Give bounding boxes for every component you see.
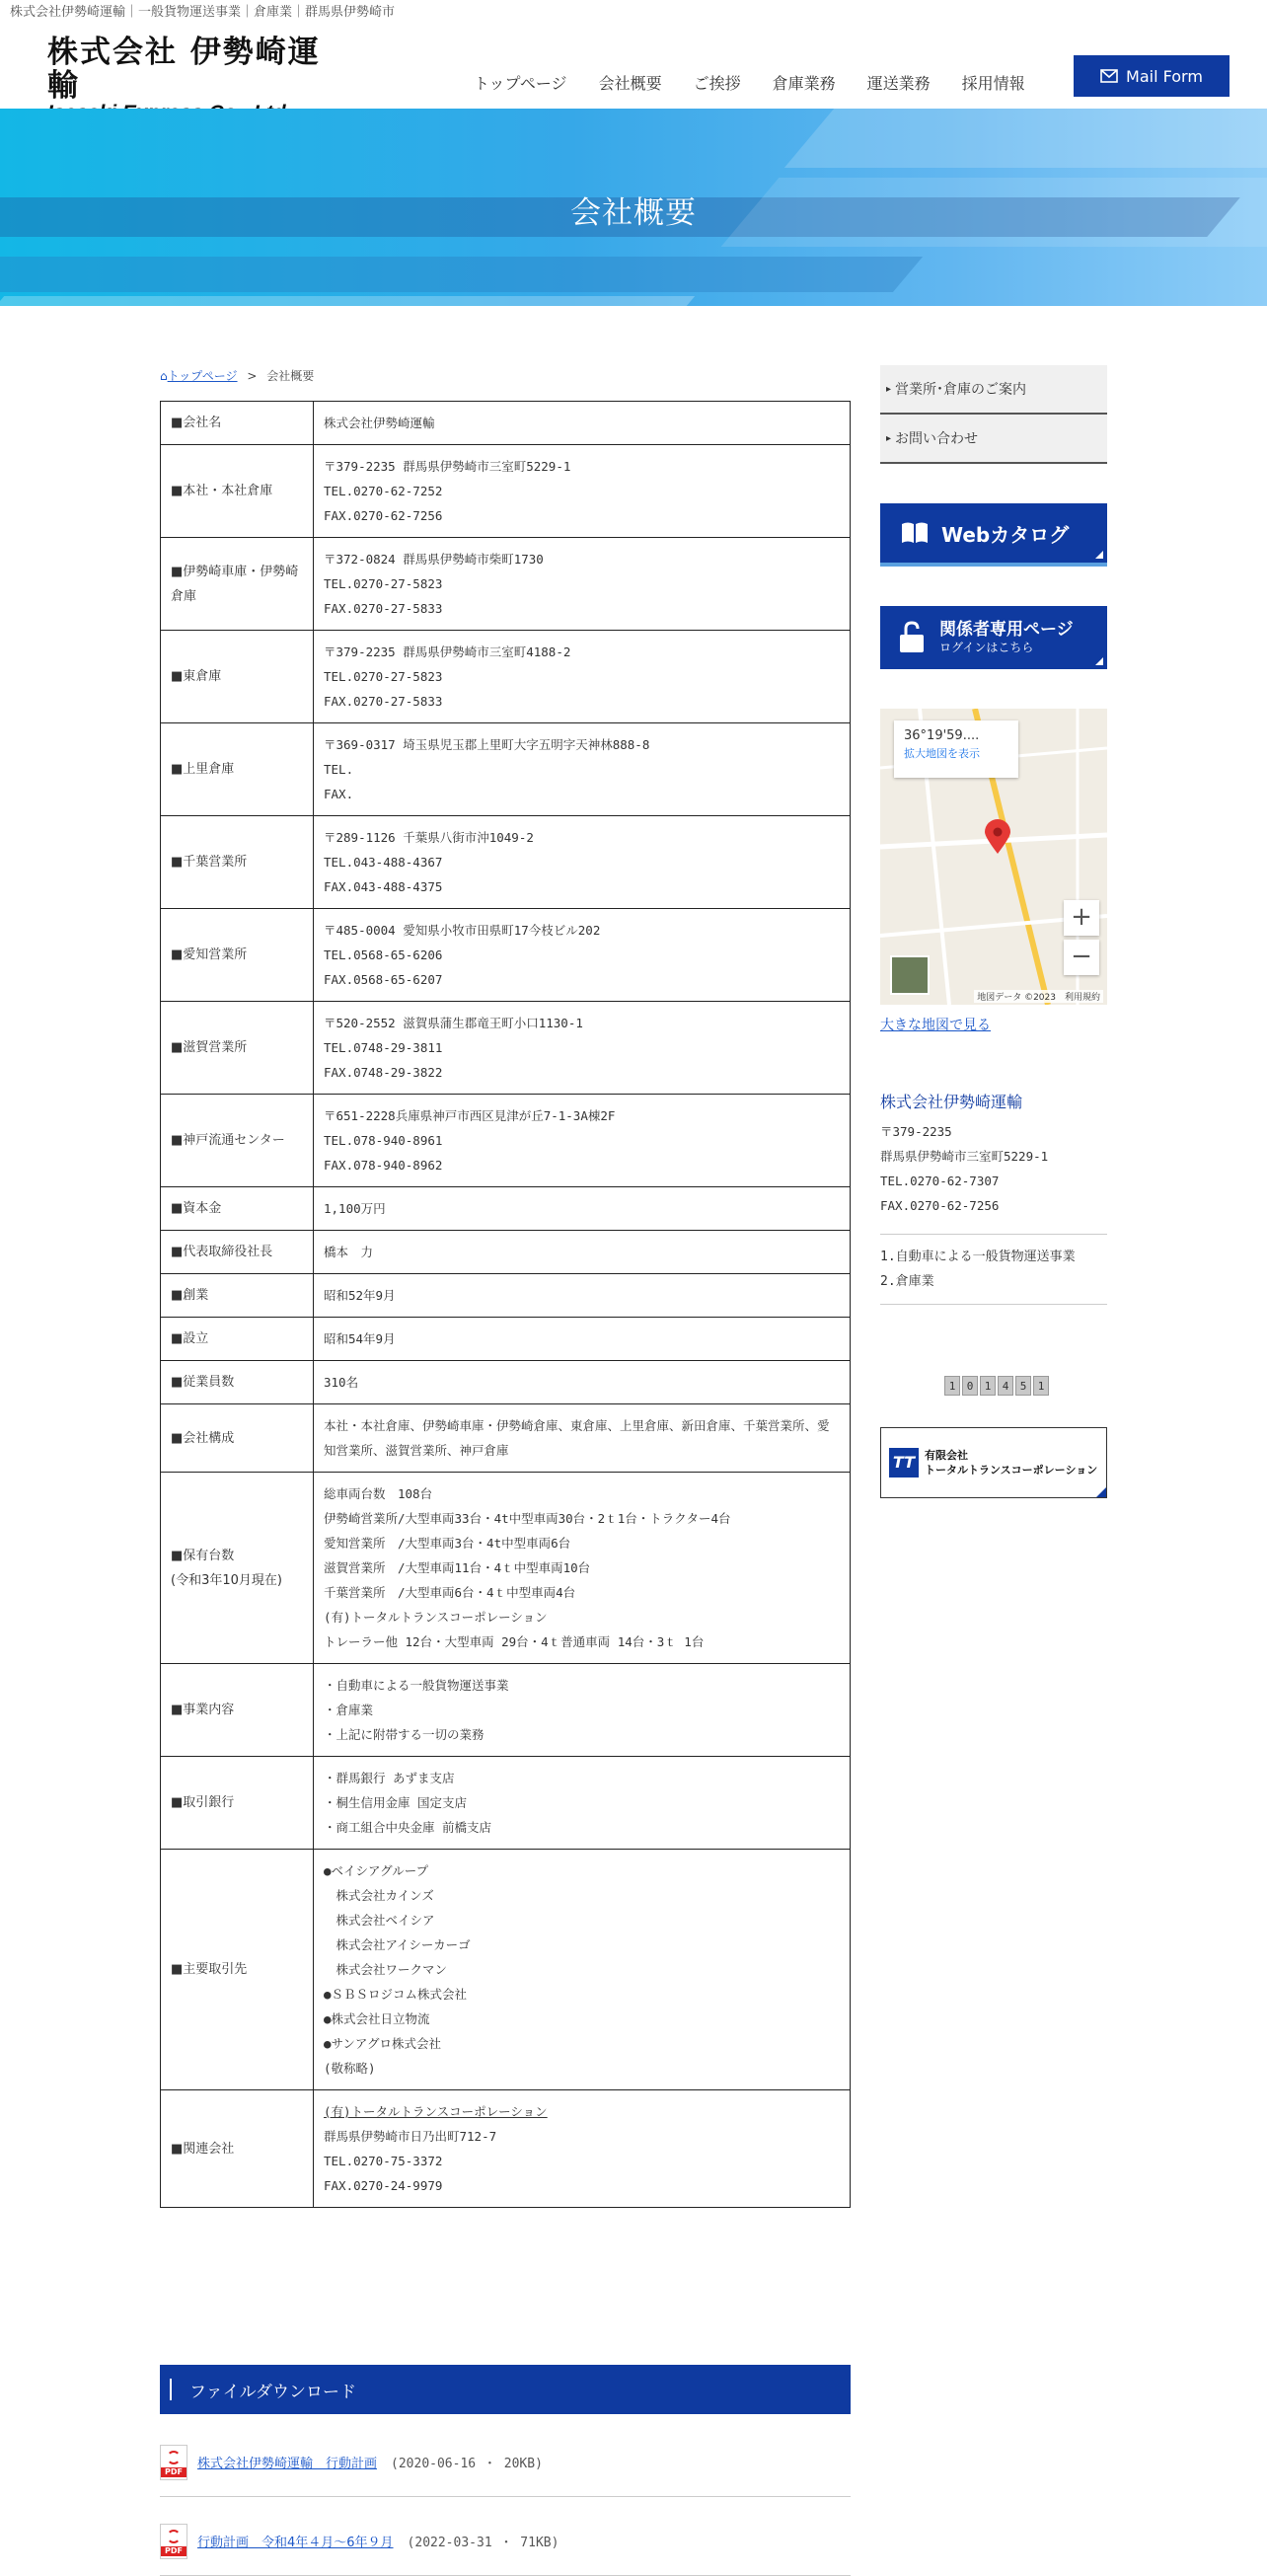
breadcrumb (160, 367, 314, 384)
row-value-line: 310名 (324, 1375, 359, 1390)
row-label (161, 1664, 314, 1757)
nav-item-2[interactable]: ご挨拶 (693, 74, 741, 93)
row-label (161, 723, 314, 816)
row-label (161, 538, 314, 631)
row-value-line: 株式会社伊勢崎運輸 (324, 416, 435, 430)
row-value-line: 愛知営業所 /大型車両3台・4t中型車両6台 (324, 1536, 571, 1551)
triangle-right-icon: ▸ (886, 432, 892, 444)
row-value-line: 滋賀営業所 /大型車両11台・4ｔ中型車両10台 (324, 1560, 591, 1575)
row-label-line: ■資本金 (171, 1201, 222, 1216)
table-row (161, 1231, 851, 1274)
business-list (880, 1234, 1107, 1305)
row-value-line: (有)トータルトランスコーポレーション (324, 1610, 548, 1625)
row-value-line: TEL.0568-65-6206 (324, 947, 443, 962)
sidebar-item-contact[interactable] (880, 415, 1107, 464)
map-expand-link[interactable]: 拡大地図を表示 (904, 747, 980, 760)
row-value (314, 1318, 851, 1361)
access-counter (944, 1376, 1049, 1396)
row-value-line: FAX.043-488-4375 (324, 879, 443, 894)
corner-mark (1095, 551, 1103, 559)
book-icon (900, 521, 930, 545)
satellite-thumbnail[interactable] (890, 955, 930, 995)
row-label-line: ■東倉庫 (171, 669, 222, 684)
row-label-line: ■設立 (171, 1331, 209, 1346)
row-value (314, 538, 851, 631)
google-map[interactable] (880, 709, 1107, 1005)
related-title: 関係者専用ページ (939, 620, 1074, 640)
phone-line: TEL.0270-62-7307 (880, 1174, 1000, 1188)
row-value (314, 1274, 851, 1318)
sidebar-company-address (880, 1119, 1048, 1218)
row-label-line: ■愛知営業所 (171, 947, 248, 962)
mail-form-label: Mail Form (1126, 66, 1203, 86)
row-value-line: ・桐生信用金庫 国定支店 (324, 1795, 468, 1810)
download-item (160, 2428, 851, 2497)
row-value-line: 〒379-2235 群馬県伊勢崎市三室町4188-2 (324, 644, 571, 659)
row-label (161, 1187, 314, 1231)
row-value-line: ・上記に附帯する一切の業務 (324, 1727, 484, 1742)
row-value (314, 1664, 851, 1757)
row-label (161, 816, 314, 909)
large-map-link[interactable]: 大きな地図で見る (880, 1018, 991, 1033)
row-value (314, 816, 851, 909)
row-value-line: (敬称略) (324, 2061, 376, 2076)
business-item: 2.倉庫業 (880, 1274, 934, 1289)
site-tagline: 株式会社伊勢崎運輸｜一般貨物運送事業｜倉庫業｜群馬県伊勢崎市 (10, 5, 396, 20)
row-label-line: ■創業 (171, 1288, 209, 1303)
row-value (314, 402, 851, 445)
row-value-line: 〒372-0824 群馬県伊勢崎市柴町1730 (324, 552, 544, 567)
row-value (314, 1002, 851, 1095)
map-pin-icon (985, 819, 1010, 855)
address-line: 〒379-2235 (880, 1124, 952, 1139)
map-coordinates: 36°19'59.... (904, 728, 980, 743)
table-row (161, 1361, 851, 1404)
row-value-line: ●サンアグロ株式会社 (324, 2036, 442, 2051)
breadcrumb-separator: > (247, 369, 258, 383)
map-info-card (894, 720, 1018, 778)
main-nav (474, 71, 1057, 94)
row-value-line: TEL.0270-62-7252 (324, 484, 443, 498)
row-value-line: FAX.0270-27-5833 (324, 601, 443, 616)
counter-digit: 4 (998, 1376, 1013, 1396)
row-value-line: 群馬県伊勢崎市日乃出町712-7 (324, 2129, 497, 2144)
banner-line: トータルトランスコーポレーション (925, 1464, 1098, 1477)
row-value (314, 1187, 851, 1231)
triangle-right-icon: ▸ (886, 383, 892, 395)
row-value-line: 〒369-0317 埼玉県児玉郡上里町大字五明字天神林888-8 (324, 737, 650, 752)
download-link[interactable]: 行動計画 令和4年４月～6年９月 (197, 2536, 394, 2550)
row-label-line: ■関連会社 (171, 2141, 235, 2157)
fax-line: FAX.0270-62-7256 (880, 1198, 1000, 1213)
row-value (314, 1404, 851, 1473)
row-value-line: 〒289-1126 千葉県八街市沖1049-2 (324, 830, 534, 845)
breadcrumb-home-link[interactable]: トップページ (167, 369, 238, 383)
total-trans-banner[interactable] (880, 1427, 1107, 1498)
counter-digit: 5 (1015, 1376, 1031, 1396)
row-value (314, 1231, 851, 1274)
table-row (161, 1473, 851, 1664)
row-value-line: 株式会社ワークマン (324, 1962, 448, 1977)
row-label-line: ■伊勢崎車庫・伊勢崎倉庫 (171, 564, 299, 604)
row-value-line: 昭和54年9月 (324, 1331, 396, 1346)
row-value (314, 1757, 851, 1850)
row-label-line: ■主要取引先 (171, 1962, 248, 1977)
row-label-line: ■上里倉庫 (171, 762, 235, 777)
address-line: 群馬県伊勢崎市三室町5229-1 (880, 1149, 1049, 1164)
counter-digit: 1 (944, 1376, 960, 1396)
related-subtitle: ログインはこちら (939, 641, 1034, 654)
table-row (161, 2090, 851, 2208)
row-value-line: 昭和52年9月 (324, 1288, 396, 1303)
row-label (161, 1274, 314, 1318)
sidebar-item-label: お問い合わせ (895, 431, 979, 447)
row-value-line: ・自動車による一般貨物運送事業 (324, 1678, 509, 1693)
corner-mark (1095, 657, 1103, 665)
row-value-line: FAX.0270-27-5833 (324, 694, 443, 709)
web-catalog-button[interactable] (880, 503, 1107, 567)
table-row (161, 445, 851, 538)
table-row (161, 1404, 851, 1473)
row-label-line: ■取引銀行 (171, 1795, 235, 1810)
row-label-line: (令和3年10月現在) (171, 1572, 282, 1588)
table-row (161, 1002, 851, 1095)
envelope-icon (1100, 69, 1118, 83)
row-value-line: 〒379-2235 群馬県伊勢崎市三室町5229-1 (324, 459, 571, 474)
row-value-line: ・群馬銀行 あずま支店 (324, 1771, 455, 1785)
counter-digit: 1 (980, 1376, 996, 1396)
sidebar-company-name: 株式会社伊勢崎運輸 (880, 1093, 1023, 1111)
row-value-line: FAX. (324, 787, 354, 801)
row-label-line: ■保有台数 (171, 1548, 235, 1563)
download-item (160, 2507, 851, 2576)
row-value-line: TEL. (324, 762, 354, 777)
table-row (161, 1850, 851, 2090)
web-catalog-label: Webカタログ (941, 522, 1070, 547)
banner-line: 有限会社 (925, 1449, 968, 1462)
counter-digit: 0 (962, 1376, 978, 1396)
row-label (161, 445, 314, 538)
row-value-line: トレーラー他 12台・大型車両 29台・4ｔ普通車両 14台・3ｔ 1台 (324, 1634, 705, 1649)
row-value (314, 1850, 851, 2090)
row-value (314, 2090, 851, 2208)
row-value-line: TEL.0748-29-3811 (324, 1040, 443, 1055)
file-meta: (2020-06-16 ・ 20KB) (391, 2457, 543, 2471)
counter-digit: 1 (1033, 1376, 1049, 1396)
row-value-line: 株式会社ベイシア (324, 1913, 435, 1928)
row-value-line: ・倉庫業 (324, 1703, 374, 1717)
row-value-line: FAX.0568-65-6207 (324, 972, 443, 987)
company-info-table (160, 401, 851, 2208)
row-value-line: TEL.0270-75-3372 (324, 2154, 443, 2168)
row-value-line: TEL.043-488-4367 (324, 855, 443, 870)
row-label (161, 631, 314, 723)
row-value (314, 909, 851, 1002)
row-value-line: ●ベイシアグループ (324, 1863, 429, 1878)
row-value-line: TEL.0270-27-5823 (324, 576, 443, 591)
row-value-line: 株式会社アイシーカーゴ (324, 1937, 471, 1952)
row-label (161, 1361, 314, 1404)
row-label (161, 1404, 314, 1473)
table-row (161, 631, 851, 723)
row-label-line: ■滋賀営業所 (171, 1040, 248, 1055)
zoom-out-button[interactable]: − (1064, 940, 1099, 975)
sidebar-item-offices[interactable] (880, 365, 1107, 415)
row-label-line: ■神戸流通センター (171, 1133, 285, 1148)
file-download-heading: ファイルダウンロード (160, 2365, 851, 2414)
nav-item-5[interactable]: 採用情報 (961, 74, 1025, 93)
download-link[interactable]: 株式会社伊勢崎運輸 行動計画 (197, 2457, 378, 2471)
row-label-line: ■事業内容 (171, 1703, 235, 1717)
ttc-logo: TT (889, 1448, 919, 1477)
row-value-line: TEL.078-940-8961 (324, 1133, 443, 1148)
table-row (161, 1274, 851, 1318)
pdf-icon: PDF (160, 2445, 187, 2480)
nav-item-0[interactable]: トップページ (474, 74, 567, 93)
table-row (161, 1187, 851, 1231)
nav-item-3[interactable]: 倉庫業務 (772, 74, 836, 93)
row-value (314, 631, 851, 723)
row-label-line: ■会社名 (171, 416, 222, 430)
row-label (161, 1850, 314, 2090)
row-value-line: FAX.078-940-8962 (324, 1158, 443, 1173)
row-label-line: ■従業員数 (171, 1375, 235, 1390)
related-company-link[interactable]: (有)トータルトランスコーポレーション (324, 2104, 548, 2119)
nav-item-4[interactable]: 運送業務 (866, 74, 931, 93)
row-value-line: 1,100万円 (324, 1201, 386, 1216)
row-value (314, 445, 851, 538)
table-row (161, 1757, 851, 1850)
row-label (161, 402, 314, 445)
zoom-in-button[interactable]: + (1064, 900, 1099, 936)
row-label (161, 1757, 314, 1850)
row-label (161, 2090, 314, 2208)
table-row (161, 723, 851, 816)
table-row (161, 909, 851, 1002)
corner-mark (1096, 1487, 1106, 1497)
row-value-line: ●ＳＢＳロジコム株式会社 (324, 1987, 468, 2002)
table-row (161, 1664, 851, 1757)
table-row (161, 816, 851, 909)
row-value-line: 〒485-0004 愛知県小牧市田県町17今枝ビル202 (324, 923, 601, 938)
row-value-line: 伊勢崎営業所/大型車両33台・4t中型車両30台・2ｔ1台・トラクター4台 (324, 1511, 731, 1526)
row-label (161, 1231, 314, 1274)
row-value-line: ●株式会社日立物流 (324, 2011, 430, 2026)
row-value-line: 〒651-2228兵庫県神戸市西区見津が丘7-1-3A棟2F (324, 1108, 616, 1123)
home-icon: ⌂ (160, 369, 168, 383)
row-label-line: ■代表取締役社長 (171, 1245, 273, 1259)
map-attribution: 地図データ ©2023 利用規約 (974, 990, 1103, 1003)
row-value-line: FAX.0270-24-9979 (324, 2178, 443, 2193)
row-label (161, 1002, 314, 1095)
row-value-line: ・商工組合中央金庫 前橋支店 (324, 1820, 492, 1835)
file-meta: (2022-03-31 ・ 71KB) (407, 2536, 559, 2550)
sidebar-item-label: 営業所･倉庫のご案内 (895, 382, 1027, 398)
row-label (161, 1095, 314, 1187)
table-row (161, 402, 851, 445)
row-label-line: ■千葉営業所 (171, 855, 248, 870)
row-value-line: FAX.0748-29-3822 (324, 1065, 443, 1080)
table-row (161, 538, 851, 631)
row-value-line: 本社・本社倉庫、伊勢崎車庫・伊勢崎倉庫、東倉庫、上里倉庫、新田倉庫、千葉営業所、愛知営業所、滋賀営業所、神戸倉庫 (324, 1418, 830, 1458)
row-label (161, 1473, 314, 1664)
row-value-line: TEL.0270-27-5823 (324, 669, 443, 684)
business-item: 1.自動車による一般貨物運送事業 (880, 1250, 1076, 1264)
row-value (314, 1473, 851, 1664)
row-value-line: 橋本 力 (324, 1245, 374, 1259)
pdf-icon: PDF (160, 2524, 187, 2559)
row-label-line: ■会社構成 (171, 1430, 235, 1446)
row-value-line: FAX.0270-62-7256 (324, 508, 443, 523)
row-label (161, 1318, 314, 1361)
hero-banner (0, 109, 1267, 306)
row-value-line: 千葉営業所 /大型車両6台・4ｔ中型車両4台 (324, 1585, 576, 1600)
related-login-button[interactable] (880, 606, 1107, 669)
table-row (161, 1095, 851, 1187)
row-label (161, 909, 314, 1002)
row-value-line: 〒520-2552 滋賀県蒲生郡竜王町小口1130-1 (324, 1016, 583, 1030)
mail-form-button[interactable] (1074, 55, 1230, 97)
row-value-line: 総車両台数 108台 (324, 1486, 433, 1501)
table-row (161, 1318, 851, 1361)
row-value-line: 株式会社カインズ (324, 1888, 434, 1903)
unlock-icon (898, 621, 926, 654)
row-label-line: ■本社・本社倉庫 (171, 484, 273, 498)
row-value (314, 1361, 851, 1404)
row-value (314, 1095, 851, 1187)
nav-item-1[interactable]: 会社概要 (598, 74, 662, 93)
logo-japanese: 株式会社 伊勢崎運輸 (47, 35, 321, 104)
breadcrumb-current: 会社概要 (266, 369, 315, 383)
page-title: 会社概要 (570, 195, 697, 231)
row-value (314, 723, 851, 816)
